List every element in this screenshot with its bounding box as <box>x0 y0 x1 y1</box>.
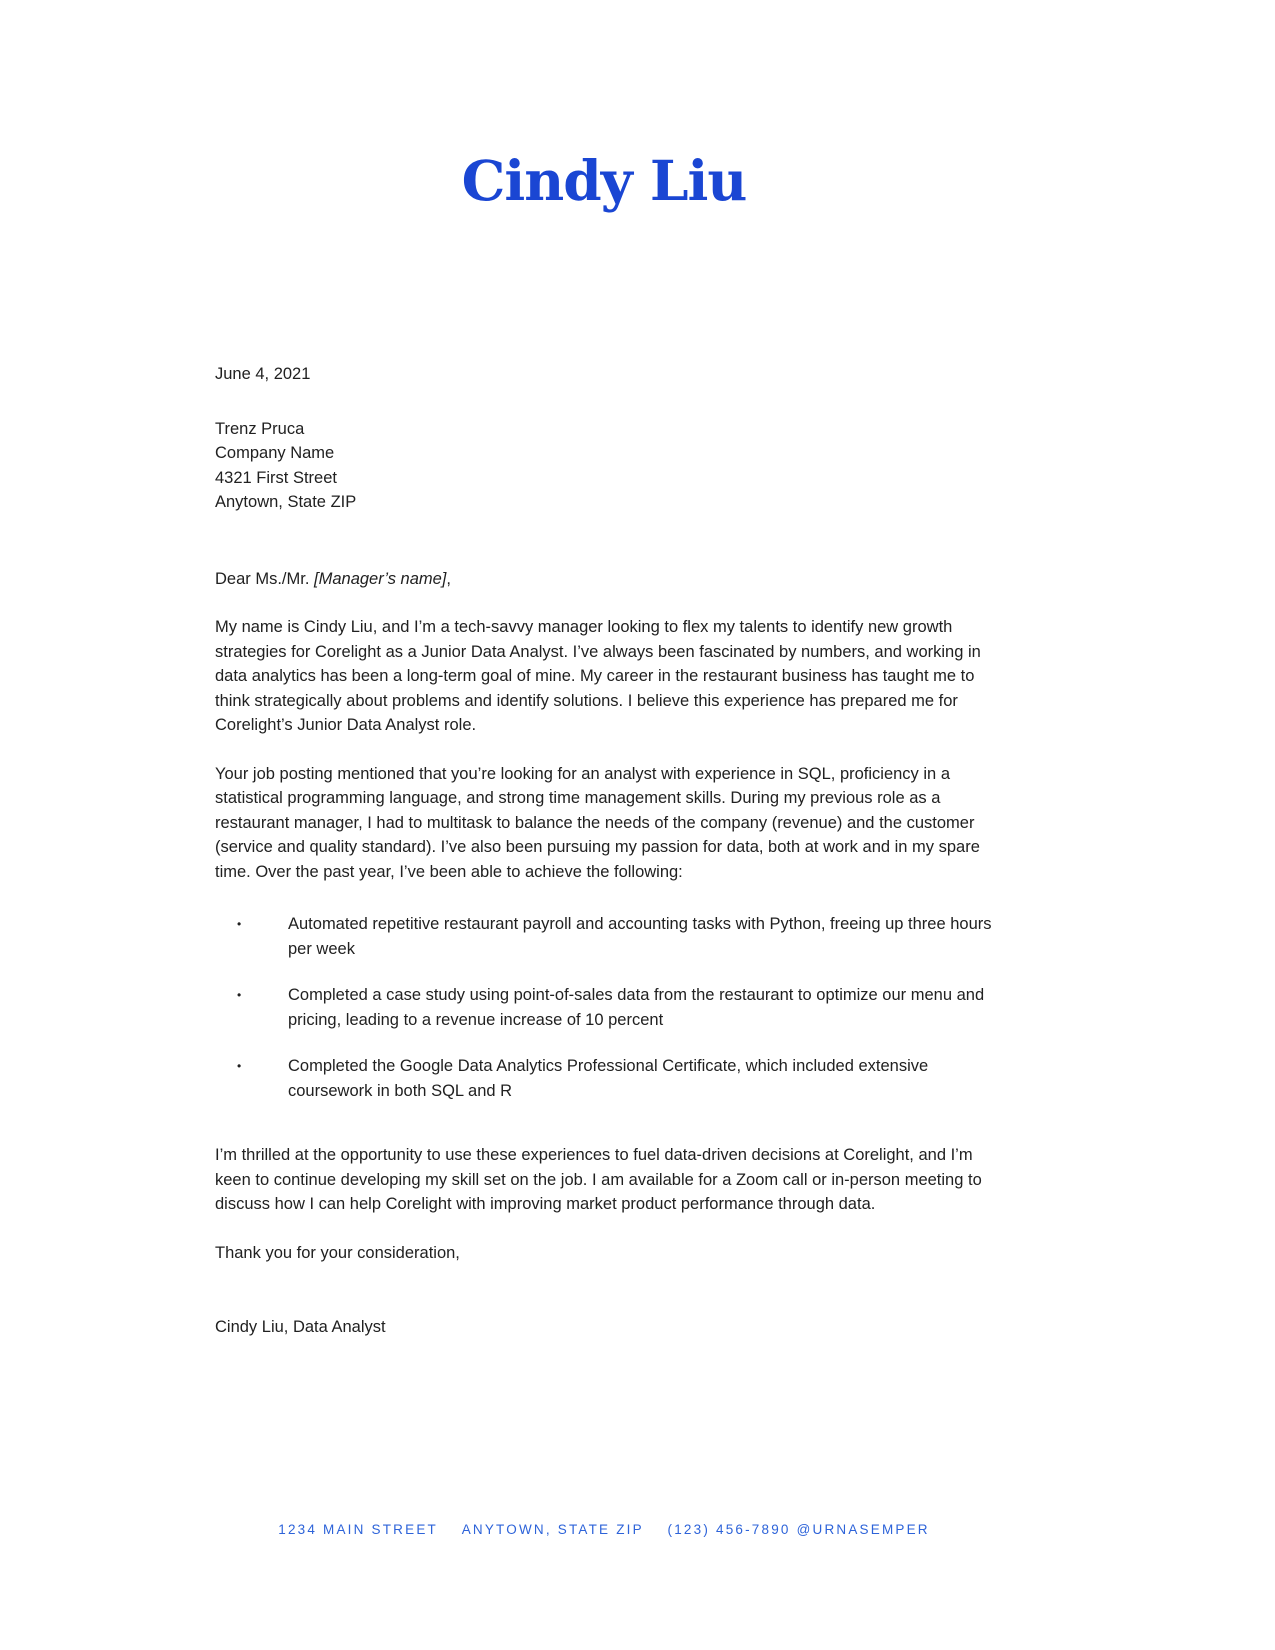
bullet-icon: • <box>237 917 242 931</box>
recipient-block <box>215 417 993 515</box>
recipient-street: 4321 First Street <box>215 468 337 487</box>
footer-contact-bar <box>215 1520 993 1540</box>
page-title: Cindy Liu <box>461 148 747 213</box>
achievement-item <box>215 1054 993 1103</box>
recipient-name: Trenz Pruca <box>215 419 305 438</box>
achievement-text: Automated repetitive restaurant payroll and accounting tasks with Python, freeing up three hours per week <box>288 915 992 958</box>
salutation <box>215 567 993 592</box>
letter-content <box>215 0 993 1340</box>
manager-name-placeholder: [Manager’s name] <box>314 569 447 588</box>
experience-paragraph: Your job posting mentioned that you’re looking for an analyst with experience in SQL, proficiency in a statistical programming language, and strong time management skills. During my previous role as a restaurant manager, I had to multitask to balance the needs of the company (revenue) and the customer (service and quality standard). I’ve also been pursuing my passion for data, both at work and in my spare time. Over the past year, I’ve been able to achieve the following: <box>215 764 980 881</box>
salutation-prefix: Dear Ms./Mr. <box>215 569 315 588</box>
closing-paragraph: I’m thrilled at the opportunity to use these experiences to fuel data-driven decisions at Corelight, and I’m keen to continue developing my skill set on the job. I am available for a Zoom call or in-person meeting to discuss how I can help Corelight with improving market product performance through data. <box>215 1146 982 1213</box>
achievement-item <box>215 912 993 961</box>
bullet-icon: • <box>237 1059 242 1073</box>
letter-date: June 4, 2021 <box>215 365 311 383</box>
footer-city-state-zip: ANYTOWN, STATE ZIP <box>461 1522 644 1537</box>
achievement-item <box>215 983 993 1032</box>
signature-line: Cindy Liu, Data Analyst <box>215 1318 386 1336</box>
recipient-city: Anytown, State ZIP <box>215 493 357 511</box>
thanks-line: Thank you for your consideration, <box>215 1243 460 1262</box>
achievement-text: Completed the Google Data Analytics Professional Certificate, which included extensive coursework in both SQL and R <box>288 1057 929 1100</box>
footer-phone-social: (123) 456-7890 @URNASEMPER <box>667 1522 930 1537</box>
intro-paragraph: My name is Cindy Liu, and I’m a tech-savvy manager looking to flex my talents to identify new growth strategies for Corelight as a Junior Data Analyst. I’ve always been fascinated by numbers, and working in data analytics has been a long-term goal of mine. My career in the restaurant business has taught me to think strategically about problems and identify solutions. I believe this experience has prepared me for Corelight’s Junior Data Analyst role. <box>215 618 981 734</box>
salutation-suffix: , <box>446 569 451 588</box>
footer-address: 1234 MAIN STREET <box>278 1522 438 1537</box>
achievements-list <box>215 912 993 1103</box>
recipient-company: Company Name <box>215 444 335 462</box>
achievement-text: Completed a case study using point-of-sales data from the restaurant to optimize our menu and pricing, leading to a revenue increase of 10 percent <box>288 986 985 1029</box>
bullet-icon: • <box>237 988 242 1002</box>
